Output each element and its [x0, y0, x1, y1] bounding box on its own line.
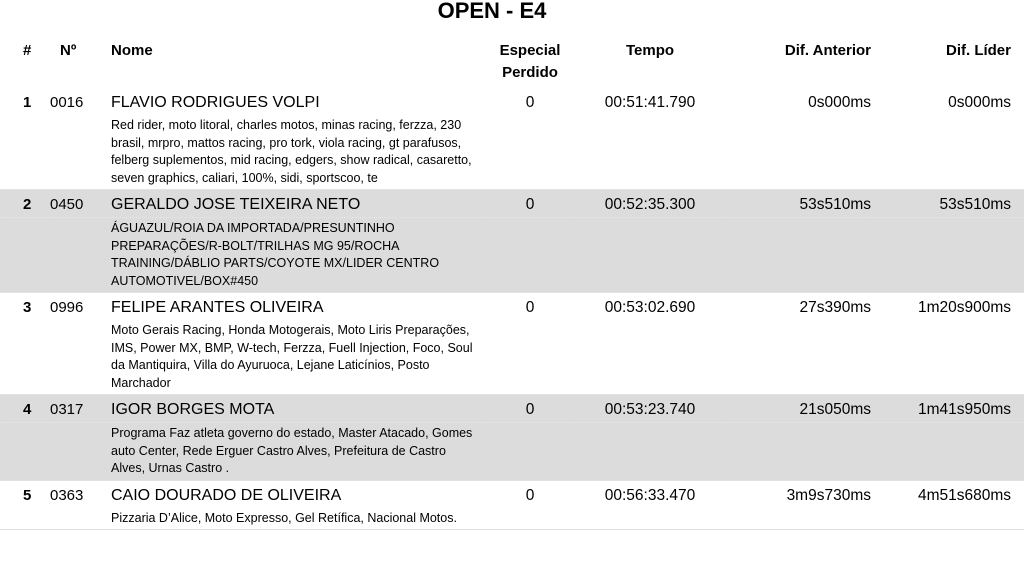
sponsors-text: Programa Faz atleta governo do estado, Master Atacado, Gomes auto Center, Rede Erguer Castro Alves, Prefeitura de Castro Alves, Urnas Castro .	[110, 423, 485, 481]
rider-number: 0016	[50, 94, 84, 111]
sponsors-text: Moto Gerais Racing, Honda Motogerais, Moto Liris Preparações, IMS, Power MX, BMP, W-tech, Ferzza, Fuell Injection, Foco, Soul da Mantiquira, Villa do Ayuruoca, Lejane Laticínios, Posto Marchador	[110, 320, 485, 395]
sponsors-row	[0, 115, 1024, 190]
page-title: OPEN - E4	[437, 0, 547, 23]
rider-number: 0996	[50, 299, 84, 316]
header-name: Nome	[111, 42, 153, 59]
especial-perdido: 0	[525, 94, 535, 111]
dif-anterior: 27s390ms	[799, 299, 871, 316]
sponsors-row	[0, 320, 1024, 395]
tempo: 00:53:02.690	[604, 299, 696, 316]
tempo: 00:52:35.300	[575, 190, 725, 218]
sponsors-text: ÁGUAZUL/ROIA DA IMPORTADA/PRESUNTINHO PREPARAÇÕES/R-BOLT/TRILHAS MG 95/ROCHA TRAINING/DÁBLIO PARTS/COYOTE MX/LIDER CENTRO AUTOMOTIVEL/BOX#450	[110, 218, 485, 293]
rider-name: FLAVIO RODRIGUES VOLPI	[111, 94, 320, 111]
sponsors-row	[0, 508, 1024, 530]
table-header-row	[0, 36, 1024, 88]
dif-anterior: 3m9s730ms	[786, 486, 871, 504]
position: 2	[0, 190, 50, 218]
rider-name: FELIPE ARANTES OLIVEIRA	[111, 299, 324, 316]
dif-lider: 4m51s680ms	[917, 486, 1011, 504]
dif-anterior: 21s050ms	[725, 395, 871, 423]
dif-lider: 0s000ms	[948, 94, 1011, 111]
rider-number: 0363	[50, 486, 84, 504]
position: 4	[0, 395, 50, 423]
sponsors-text: Pizzaria D’Alice, Moto Expresso, Gel Retífica, Nacional Motos.	[110, 508, 485, 530]
header-especial-line2: Perdido	[502, 64, 558, 81]
dif-anterior: 0s000ms	[808, 94, 871, 111]
header-position: #	[23, 42, 32, 59]
tempo: 00:51:41.790	[604, 94, 696, 111]
tempo: 00:56:33.470	[604, 486, 696, 504]
position: 5	[23, 486, 32, 504]
header-especial-perdido	[485, 36, 575, 88]
rider-number: 0317	[50, 395, 110, 423]
table-row	[0, 88, 1024, 115]
dif-lider: 53s510ms	[871, 190, 1024, 218]
dif-lider: 1m20s900ms	[917, 299, 1011, 316]
table-row	[0, 293, 1024, 321]
dif-lider: 1m41s950ms	[871, 395, 1024, 423]
tempo: 00:53:23.740	[575, 395, 725, 423]
header-number: Nº	[60, 42, 77, 59]
table-row	[0, 395, 1024, 423]
header-tempo: Tempo	[625, 42, 675, 59]
header-dif-lider: Dif. Líder	[945, 42, 1011, 59]
position: 1	[23, 94, 32, 111]
header-especial-line1: Especial	[499, 42, 561, 59]
rider-number: 0450	[50, 190, 110, 218]
table-row	[0, 480, 1024, 508]
table-row	[0, 190, 1024, 218]
position: 3	[23, 299, 32, 316]
especial-perdido: 0	[485, 395, 575, 423]
especial-perdido: 0	[525, 299, 535, 316]
header-dif-anterior: Dif. Anterior	[784, 42, 871, 59]
especial-perdido: 0	[485, 190, 575, 218]
sponsors-row	[0, 218, 1024, 293]
especial-perdido: 0	[525, 486, 535, 504]
results-table	[0, 36, 1024, 530]
rider-name: GERALDO JOSE TEIXEIRA NETO	[110, 190, 485, 218]
rider-name: CAIO DOURADO DE OLIVEIRA	[111, 486, 342, 504]
sponsors-text: Red rider, moto litoral, charles motos, minas racing, ferzza, 230 brasil, mrpro, mattos racing, pro tork, viola racing, gt parafusos, felberg suplementos, mid racing, edgers, show radical, casaretto, seven graphics, caliari, 100%, sidi, sportscoo, te	[110, 115, 485, 190]
sponsors-row	[0, 423, 1024, 481]
dif-anterior: 53s510ms	[725, 190, 871, 218]
rider-name: IGOR BORGES MOTA	[110, 395, 485, 423]
